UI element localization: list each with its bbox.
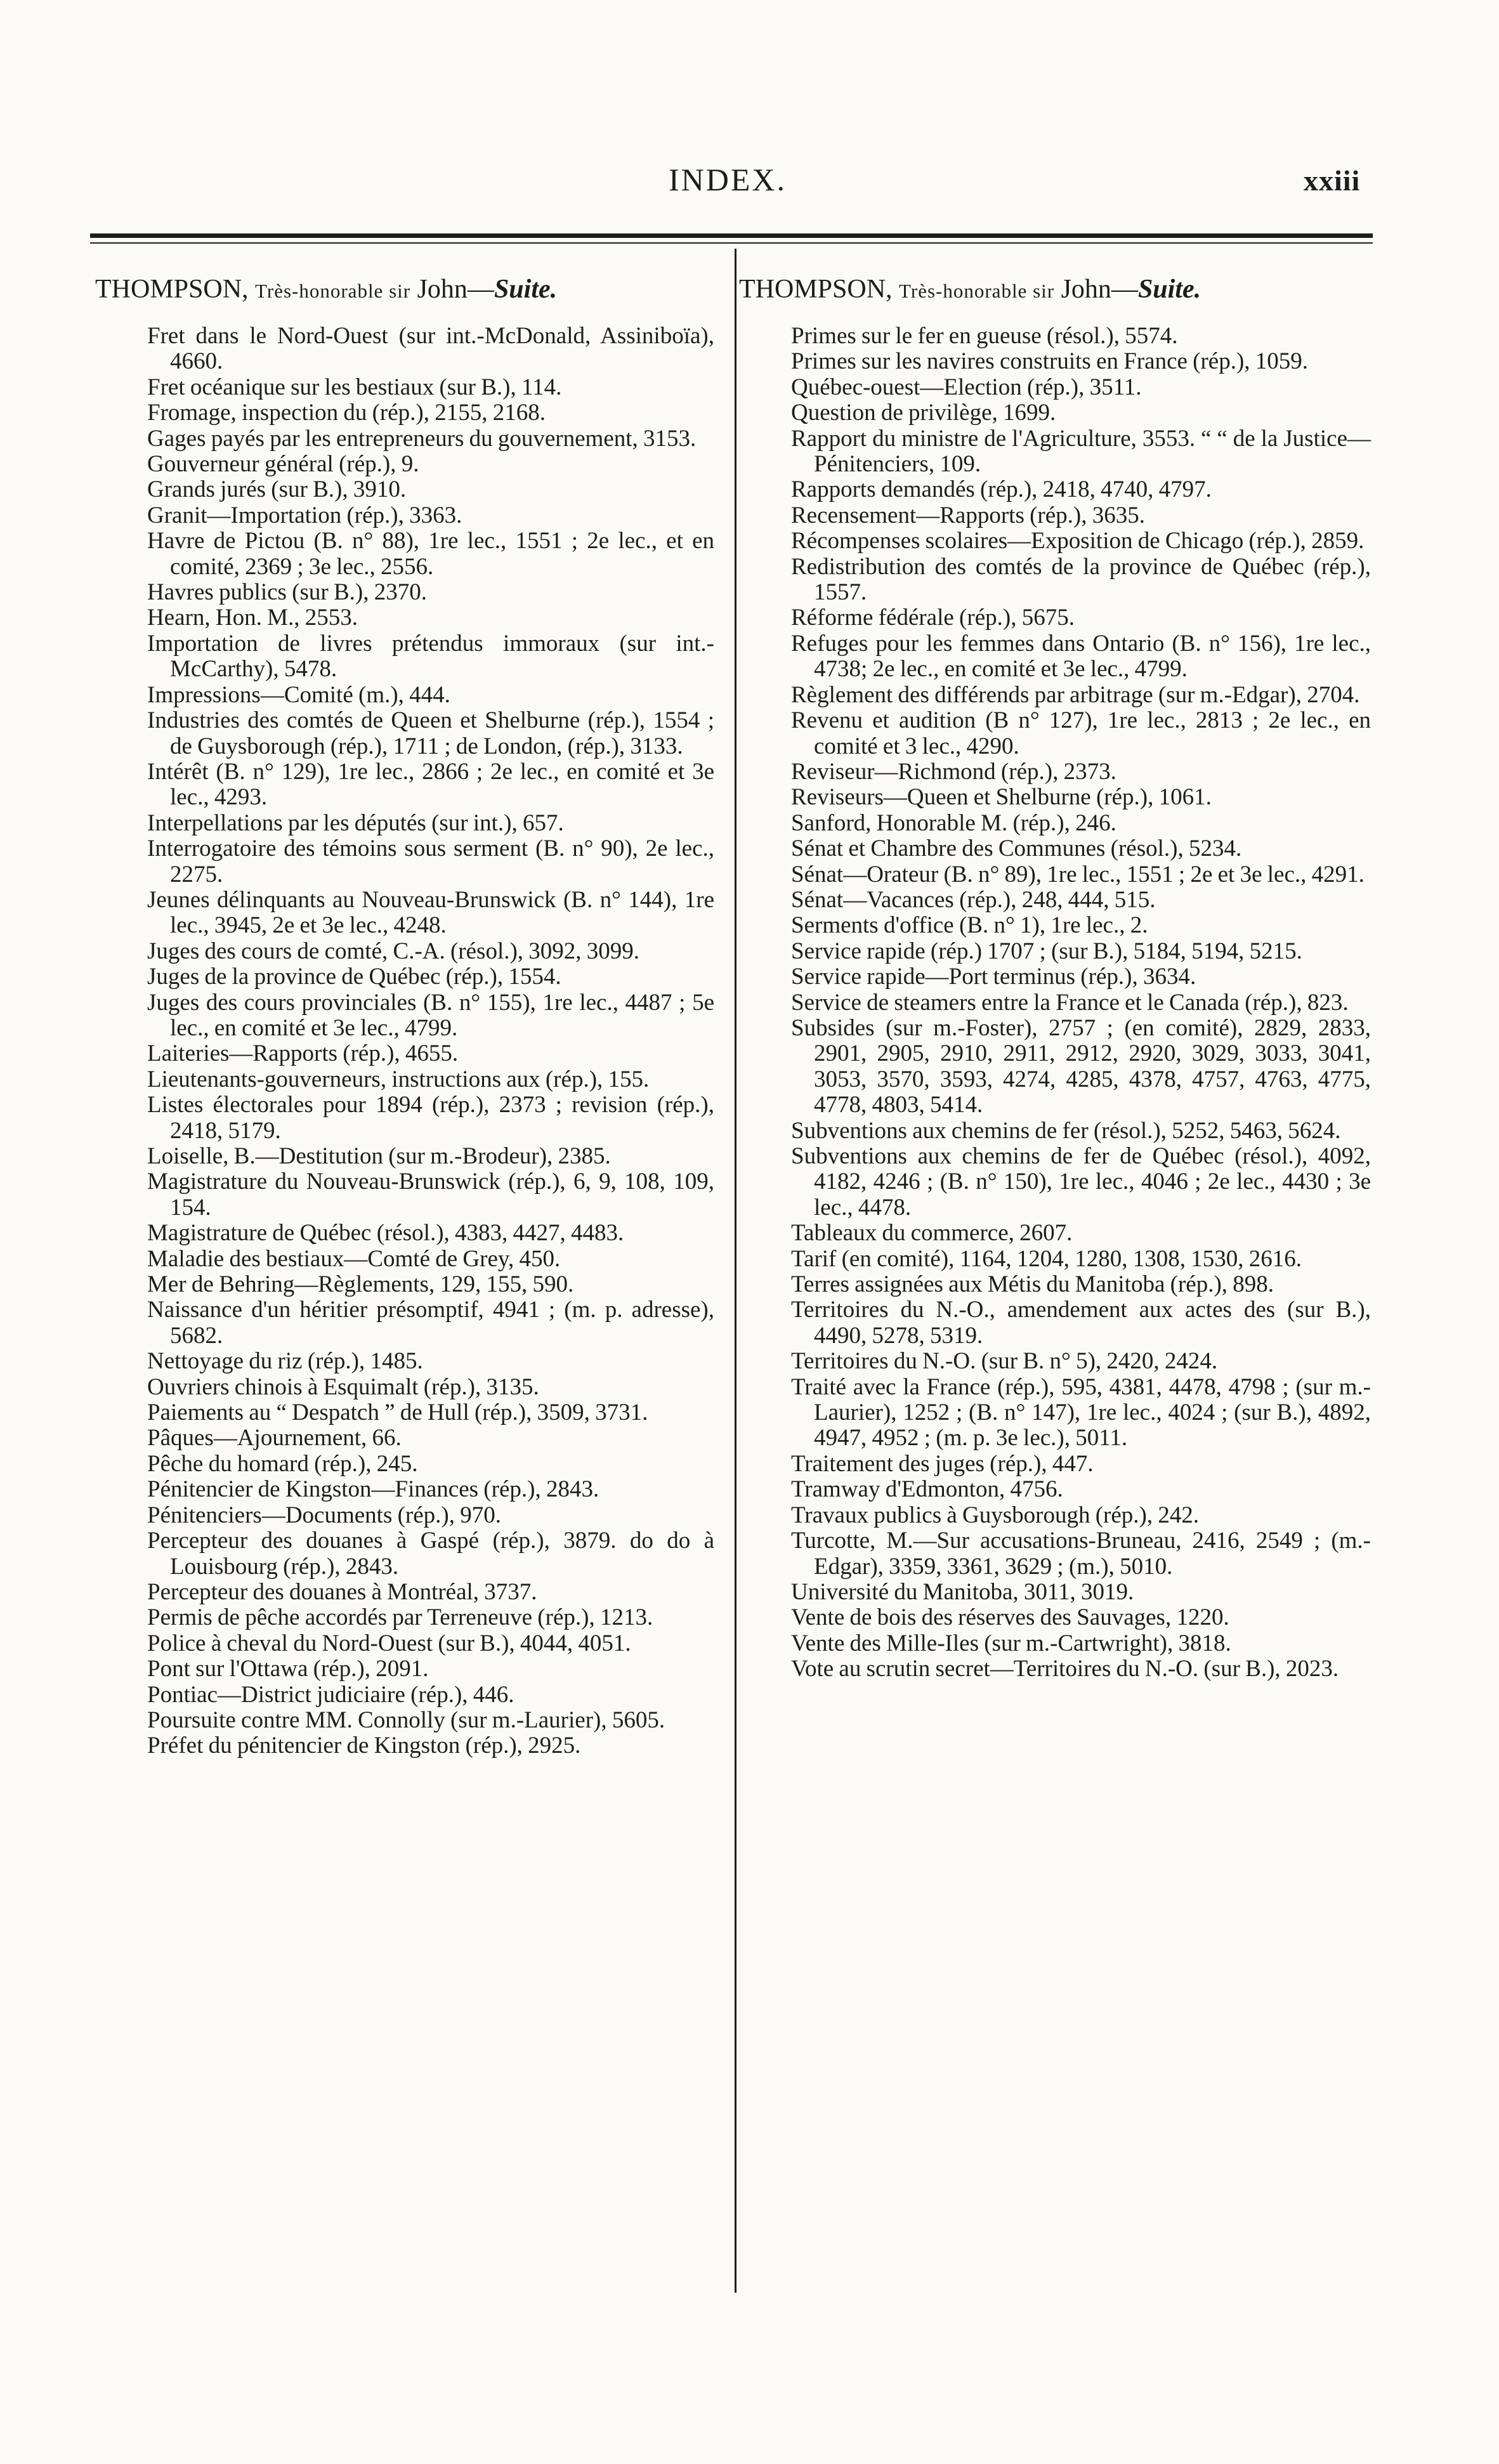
index-entry: Pénitenciers—Documents (rép.), 970.	[147, 1502, 501, 1528]
index-entry: Pontiac—District judiciaire (rép.), 446.	[147, 1681, 514, 1708]
index-entry: Québec-ouest—Election (rép.), 3511.	[791, 374, 1142, 400]
index-entry: Récompenses scolaires—Exposition de Chicago (rép.), 2859.	[791, 528, 1365, 554]
index-entry: Interpellations par les députés (sur int.), 657.	[147, 809, 564, 836]
index-entry: Fromage, inspection du (rép.), 2155, 2168.	[147, 400, 546, 426]
index-entry: Fret dans le Nord-Ouest (sur int.-McDonald, Assiniboïa), 4660.	[147, 323, 714, 375]
index-entry: Revenu et audition (B n° 127), 1re lec., 2813 ; 2e lec., en comité et 3 lec., 4290.	[791, 707, 1371, 759]
index-entry: Préfet du pénitencier de Kingston (rép.), 2925.	[147, 1733, 581, 1759]
index-entry: Service rapide—Port terminus (rép.), 3634.	[791, 964, 1196, 990]
heading-name: THOMPSON,	[739, 275, 893, 304]
index-entry: Traité avec la France (rép.), 595, 4381, 4478, 4798 ; (sur m.-Laurier), 1252 ; (B. n° 147), 1re lec., 4024 ; (sur B.), 4892, 4947, 4952 ; (m. p. 3e lec.), 5011.	[791, 1373, 1371, 1452]
index-entry: Laiteries—Rapports (rép.), 4655.	[147, 1040, 459, 1067]
index-entry: Impressions—Comité (m.), 444.	[147, 681, 450, 708]
index-entry: Nettoyage du riz (rép.), 1485.	[147, 1348, 423, 1375]
index-entry: Tarif (en comité), 1164, 1204, 1280, 1308, 1530, 2616.	[791, 1245, 1302, 1272]
page-number: xxiii	[1304, 164, 1361, 197]
index-entry: Turcotte, M.—Sur accusations-Bruneau, 2416, 2549 ; (m.-Edgar), 3359, 3361, 3629 ; (m.), 5010.	[791, 1528, 1371, 1580]
heading-honorific: Très-honorable sir	[899, 280, 1055, 302]
index-entry: Rapport du ministre de l'Agriculture, 3553. “ “ de la Justice—Pénitenciers, 109.	[791, 425, 1371, 478]
page-title: INDEX.	[669, 162, 787, 197]
index-entry: Intérêt (B. n° 129), 1re lec., 2866 ; 2e lec., en comité et 3e lec., 4293.	[147, 758, 714, 811]
heading-honorific: Très-honorable sir	[255, 280, 411, 302]
index-entry: Terres assignées aux Métis du Manitoba (rép.), 898.	[791, 1271, 1274, 1298]
index-entry: Recensement—Rapports (rép.), 3635.	[791, 502, 1145, 528]
index-entry: Poursuite contre MM. Connolly (sur m.-Laurier), 5605.	[147, 1707, 665, 1733]
index-entry: Tramway d'Edmonton, 4756.	[791, 1476, 1063, 1503]
index-entry: Juges des cours de comté, C.-A. (résol.), 3092, 3099.	[147, 938, 640, 964]
index-entry: Réforme fédérale (rép.), 5675.	[791, 605, 1075, 631]
index-entry: Serments d'office (B. n° 1), 1re lec., 2.	[791, 912, 1148, 939]
index-entry: Subventions aux chemins de fer (résol.), 5252, 5463, 5624.	[791, 1117, 1341, 1144]
index-entry: Magistrature de Québec (résol.), 4383, 4427, 4483.	[147, 1220, 624, 1247]
index-entry: Sénat et Chambre des Communes (résol.), 5234.	[791, 836, 1242, 862]
header-rule-thick	[90, 233, 1373, 238]
index-entry: Percepteur des douanes à Montréal, 3737.	[147, 1578, 537, 1605]
index-entry: Reviseurs—Queen et Shelburne (rép.), 1061.	[791, 784, 1212, 811]
index-entry: Rapports demandés (rép.), 2418, 4740, 4797.	[791, 476, 1212, 503]
index-entry: Gages payés par les entrepreneurs du gouvernement, 3153.	[147, 425, 697, 452]
right-entry-list	[791, 324, 1371, 1682]
left-column-heading	[95, 273, 557, 308]
index-entry: Service rapide (rép.) 1707 ; (sur B.), 5184, 5194, 5215.	[791, 938, 1302, 964]
index-entry: Règlement des différends par arbitrage (sur m.-Edgar), 2704.	[791, 681, 1360, 708]
heading-suffix: Suite.	[1137, 275, 1201, 304]
index-entry: Ouvriers chinois à Esquimalt (rép.), 3135.	[147, 1373, 539, 1400]
index-entry: Juges des cours provinciales (B. n° 155), 1re lec., 4487 ; 5e lec., en comité et 3e lec., 4799.	[147, 989, 714, 1041]
index-entry: Naissance d'un héritier présomptif, 4941 ; (m. p. adresse), 5682.	[147, 1297, 714, 1349]
index-entry: Grands jurés (sur B.), 3910.	[147, 476, 407, 503]
index-entry: Primes sur le fer en gueuse (résol.), 5574.	[791, 323, 1178, 349]
index-entry: Gouverneur général (rép.), 9.	[147, 451, 419, 478]
index-entry: Hearn, Hon. M., 2553.	[147, 605, 358, 631]
index-entry: Pénitencier de Kingston—Finances (rép.), 2843.	[147, 1476, 599, 1503]
index-entry: Subsides (sur m.-Foster), 2757 ; (en comité), 2829, 2833, 2901, 2905, 2910, 2911, 2912, 2920, 3029, 3033, 3041, 3053, 3570, 3593, 4274, 4285, 4378, 4757, 4763, 4775, 4778, 4803, 5414.	[791, 1014, 1371, 1118]
index-entry: Sénat—Vacances (rép.), 248, 444, 515.	[791, 886, 1156, 913]
index-entry: Service de steamers entre la France et le Canada (rép.), 823.	[791, 989, 1349, 1016]
index-entry: Importation de livres prétendus immoraux (sur int.-McCarthy), 5478.	[147, 630, 714, 683]
index-entry: Pêche du homard (rép.), 245.	[147, 1450, 418, 1477]
index-entry: Subventions aux chemins de fer de Québec (résol.), 4092, 4182, 4246 ; (B. n° 150), 1re lec., 4046 ; 2e lec., 4430 ; 3e lec., 4478.	[791, 1143, 1371, 1221]
index-entry: Police à cheval du Nord-Ouest (sur B.), 4044, 4051.	[147, 1630, 631, 1656]
index-entry: Primes sur les navires construits en France (rép.), 1059.	[791, 348, 1309, 375]
index-entry: Tableaux du commerce, 2607.	[791, 1220, 1073, 1247]
index-entry: Loiselle, B.—Destitution (sur m.-Brodeur), 2385.	[147, 1143, 611, 1169]
index-entry: Sénat—Orateur (B. n° 89), 1re lec., 1551 ; 2e et 3e lec., 4291.	[791, 861, 1365, 888]
index-entry: Permis de pêche accordés par Terreneuve (rép.), 1213.	[147, 1604, 653, 1631]
index-entry: Redistribution des comtés de la province de Québec (rép.), 1557.	[791, 553, 1371, 606]
index-entry: Université du Manitoba, 3011, 3019.	[791, 1578, 1134, 1605]
index-entry: Juges de la province de Québec (rép.), 1554.	[147, 964, 561, 990]
index-entry: Paiements au “ Despatch ” de Hull (rép.), 3509, 3731.	[147, 1399, 648, 1426]
index-entry: Sanford, Honorable M. (rép.), 246.	[791, 809, 1116, 836]
heading-suffix: Suite.	[494, 275, 558, 304]
index-entry: Pont sur l'Ottawa (rép.), 2091.	[147, 1656, 429, 1682]
index-entry: Listes électorales pour 1894 (rép.), 2373 ; revision (rép.), 2418, 5179.	[147, 1092, 714, 1144]
index-entry: Interrogatoire des témoins sous serment (B. n° 90), 2e lec., 2275.	[147, 836, 714, 888]
index-entry: Industries des comtés de Queen et Shelburne (rép.), 1554 ; de Guysborough (rép.), 1711 ; de London, (rép.), 3133.	[147, 707, 714, 759]
index-entry: Territoires du N.-O., amendement aux actes des (sur B.), 4490, 5278, 5319.	[791, 1297, 1371, 1349]
index-entry: Havre de Pictou (B. n° 88), 1re lec., 1551 ; 2e lec., et en comité, 2369 ; 3e lec., 2556.	[147, 528, 714, 580]
left-entry-list	[147, 324, 714, 1759]
index-entry: Question de privilège, 1699.	[791, 400, 1056, 426]
index-entry: Havres publics (sur B.), 2370.	[147, 579, 427, 606]
index-entry: Travaux publics à Guysborough (rép.), 242.	[791, 1502, 1200, 1528]
index-entry: Granit—Importation (rép.), 3363.	[147, 502, 462, 528]
index-entry: Territoires du N.-O. (sur B. n° 5), 2420, 2424.	[791, 1348, 1218, 1375]
index-entry: Jeunes délinquants au Nouveau-Brunswick (B. n° 144), 1re lec., 3945, 2e et 3e lec., 4248.	[147, 886, 714, 939]
index-entry: Reviseur—Richmond (rép.), 2373.	[791, 758, 1116, 785]
heading-first-name: John—	[1061, 275, 1138, 304]
column-divider	[735, 249, 736, 2293]
header-rule-thin	[90, 242, 1373, 244]
index-entry: Fret océanique sur les bestiaux (sur B.), 114.	[147, 374, 562, 400]
heading-first-name: John—	[417, 275, 494, 304]
index-entry: Refuges pour les femmes dans Ontario (B. n° 156), 1re lec., 4738; 2e lec., en comité et 3e lec., 4799.	[791, 630, 1371, 683]
index-entry: Vente de bois des réserves des Sauvages, 1220.	[791, 1604, 1229, 1631]
index-entry: Percepteur des douanes à Gaspé (rép.), 3879. do do à Louisbourg (rép.), 2843.	[147, 1528, 714, 1580]
index-entry: Magistrature du Nouveau-Brunswick (rép.), 6, 9, 108, 109, 154.	[147, 1169, 714, 1221]
index-entry: Mer de Behring—Règlements, 129, 155, 590.	[147, 1271, 574, 1298]
index-entry: Traitement des juges (rép.), 447.	[791, 1450, 1094, 1477]
index-entry: Maladie des bestiaux—Comté de Grey, 450.	[147, 1245, 561, 1272]
index-entry: Vente des Mille-Iles (sur m.-Cartwright), 3818.	[791, 1630, 1231, 1656]
index-entry: Lieutenants-gouverneurs, instructions aux (rép.), 155.	[147, 1066, 650, 1092]
index-entry: Vote au scrutin secret—Territoires du N.-O. (sur B.), 2023.	[791, 1656, 1339, 1682]
right-column-heading	[739, 273, 1201, 308]
heading-name: THOMPSON,	[95, 275, 249, 304]
index-entry: Pâques—Ajournement, 66.	[147, 1425, 402, 1452]
